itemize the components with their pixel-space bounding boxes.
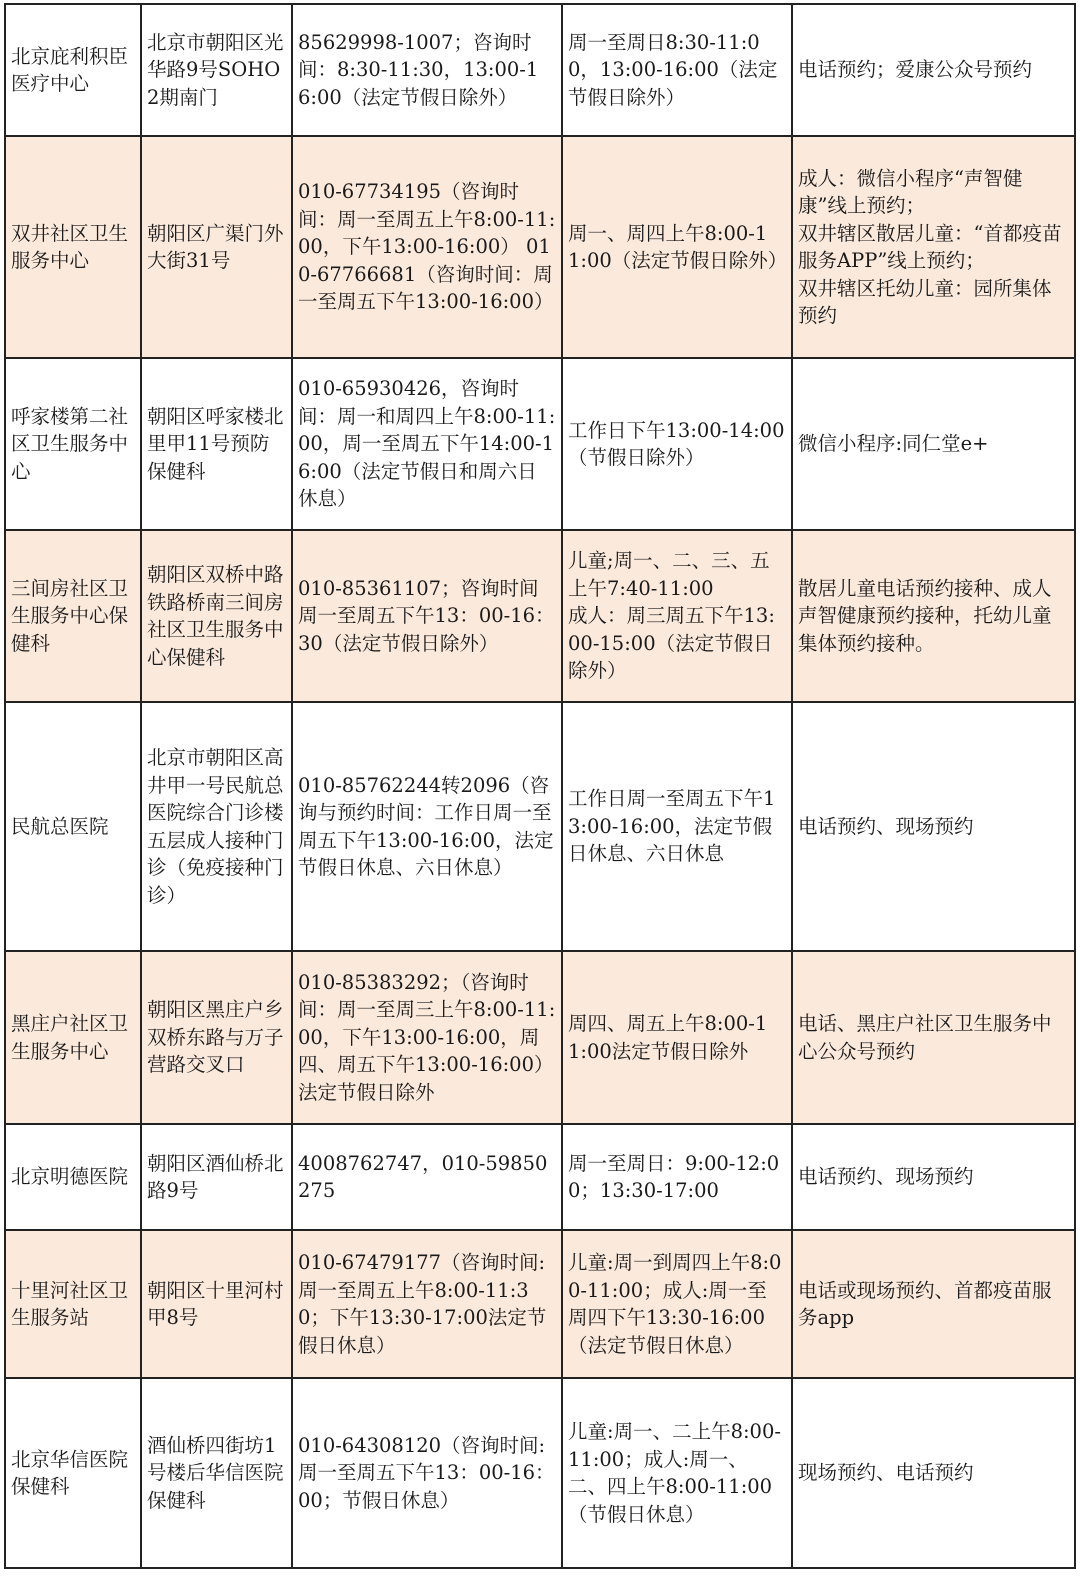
cell-phone: 010-85361107；咨询时间周一至周五下午13：00-16：30（法定节假日除外） bbox=[292, 530, 562, 702]
cell-booking: 电话预约、现场预约 bbox=[792, 1124, 1075, 1230]
cell-hours: 工作日周一至周五下午13:00-16:00，法定节假日休息、六日休息 bbox=[562, 702, 792, 951]
cell-booking: 电话预约、现场预约 bbox=[792, 702, 1075, 951]
cell-phone: 010-67734195（咨询时间：周一至周五上午8:00-11:00，下午13:00-16:00） 010-67766681（咨询时间：周一至周五下午13:00-16:00） bbox=[292, 136, 562, 358]
cell-name: 北京庇利积臣医疗中心 bbox=[5, 4, 141, 136]
table-row bbox=[5, 1230, 1075, 1378]
cell-phone: 010-85762244转2096（咨询与预约时间：工作日周一至周五下午13:00-16:00，法定节假日休息、六日休息） bbox=[292, 702, 562, 951]
cell-booking: 现场预约、电话预约 bbox=[792, 1378, 1075, 1568]
cell-booking: 成人：微信小程序“声智健康”线上预约； 双井辖区散居儿童：“首都疫苗服务APP”线上预约； 双井辖区托幼儿童：园所集体预约 bbox=[792, 136, 1075, 358]
cell-hours: 儿童;周一、二、三、五上午7:40-11:00 成人：周三周五下午13:00-15:00（法定节假日除外） bbox=[562, 530, 792, 702]
cell-name: 呼家楼第二社区卫生服务中心 bbox=[5, 358, 141, 530]
cell-phone: 010-85383292；（咨询时间：周一至周三上午8:00-11:00，下午13:00-16:00，周四、周五下午13:00-16:00）法定节假日除外 bbox=[292, 951, 562, 1124]
cell-phone: 010-64308120（咨询时间:周一至周五下午13：00-16：00；节假日休息） bbox=[292, 1378, 562, 1568]
cell-address: 朝阳区十里河村甲8号 bbox=[141, 1230, 292, 1378]
cell-address: 朝阳区呼家楼北里甲11号预防保健科 bbox=[141, 358, 292, 530]
cell-name: 黑庄户社区卫生服务中心 bbox=[5, 951, 141, 1124]
cell-hours: 周一至周日：9:00-12:00；13:30-17:00 bbox=[562, 1124, 792, 1230]
cell-name: 北京华信医院保健科 bbox=[5, 1378, 141, 1568]
cell-address: 朝阳区广渠门外大街31号 bbox=[141, 136, 292, 358]
cell-phone: 85629998-1007；咨询时间：8:30-11:30，13:00-16:00（法定节假日除外） bbox=[292, 4, 562, 136]
table-row bbox=[5, 1378, 1075, 1568]
cell-name: 双井社区卫生服务中心 bbox=[5, 136, 141, 358]
cell-name: 三间房社区卫生服务中心保健科 bbox=[5, 530, 141, 702]
cell-name: 民航总医院 bbox=[5, 702, 141, 951]
cell-booking: 电话或现场预约、首都疫苗服务app bbox=[792, 1230, 1075, 1378]
cell-address: 北京市朝阳区光华路9号SOHO2期南门 bbox=[141, 4, 292, 136]
cell-hours: 周四、周五上午8:00-11:00法定节假日除外 bbox=[562, 951, 792, 1124]
cell-booking: 电话预约；爱康公众号预约 bbox=[792, 4, 1075, 136]
cell-name: 北京明德医院 bbox=[5, 1124, 141, 1230]
cell-hours: 周一、周四上午8:00-11:00（法定节假日除外） bbox=[562, 136, 792, 358]
cell-phone: 4008762747，010-59850275 bbox=[292, 1124, 562, 1230]
cell-phone: 010-65930426，咨询时间：周一和周四上午8:00-11:00，周一至周五下午14:00-16:00（法定节假日和周六日休息） bbox=[292, 358, 562, 530]
cell-hours: 儿童:周一、二上午8:00-11:00；成人:周一、二、四上午8:00-11:00（节假日休息） bbox=[562, 1378, 792, 1568]
cell-address: 北京市朝阳区高井甲一号民航总医院综合门诊楼五层成人接种门诊（免疫接种门诊） bbox=[141, 702, 292, 951]
cell-name: 十里河社区卫生服务站 bbox=[5, 1230, 141, 1378]
table-row bbox=[5, 1124, 1075, 1230]
cell-phone: 010-67479177（咨询时间:周一至周五上午8:00-11:30；下午13:30-17:00法定节假日休息） bbox=[292, 1230, 562, 1378]
vaccination-sites-table bbox=[4, 3, 1076, 1569]
table-row bbox=[5, 358, 1075, 530]
cell-booking: 电话、黑庄户社区卫生服务中心公众号预约 bbox=[792, 951, 1075, 1124]
cell-address: 朝阳区双桥中路铁路桥南三间房社区卫生服务中心保健科 bbox=[141, 530, 292, 702]
cell-address: 酒仙桥四街坊1号楼后华信医院保健科 bbox=[141, 1378, 292, 1568]
cell-hours: 工作日下午13:00-14:00（节假日除外） bbox=[562, 358, 792, 530]
table-row bbox=[5, 136, 1075, 358]
cell-booking: 微信小程序:同仁堂e+ bbox=[792, 358, 1075, 530]
cell-hours: 周一至周日8:30-11:00，13:00-16:00（法定节假日除外） bbox=[562, 4, 792, 136]
table-row bbox=[5, 530, 1075, 702]
cell-address: 朝阳区黑庄户乡双桥东路与万子营路交叉口 bbox=[141, 951, 292, 1124]
table-row bbox=[5, 951, 1075, 1124]
table-row bbox=[5, 702, 1075, 951]
table-row bbox=[5, 4, 1075, 136]
cell-address: 朝阳区酒仙桥北路9号 bbox=[141, 1124, 292, 1230]
cell-booking: 散居儿童电话预约接种、成人声智健康预约接种，托幼儿童集体预约接种。 bbox=[792, 530, 1075, 702]
cell-hours: 儿童:周一到周四上午8:00-11:00；成人:周一至周四下午13:30-16:00（法定节假日休息） bbox=[562, 1230, 792, 1378]
